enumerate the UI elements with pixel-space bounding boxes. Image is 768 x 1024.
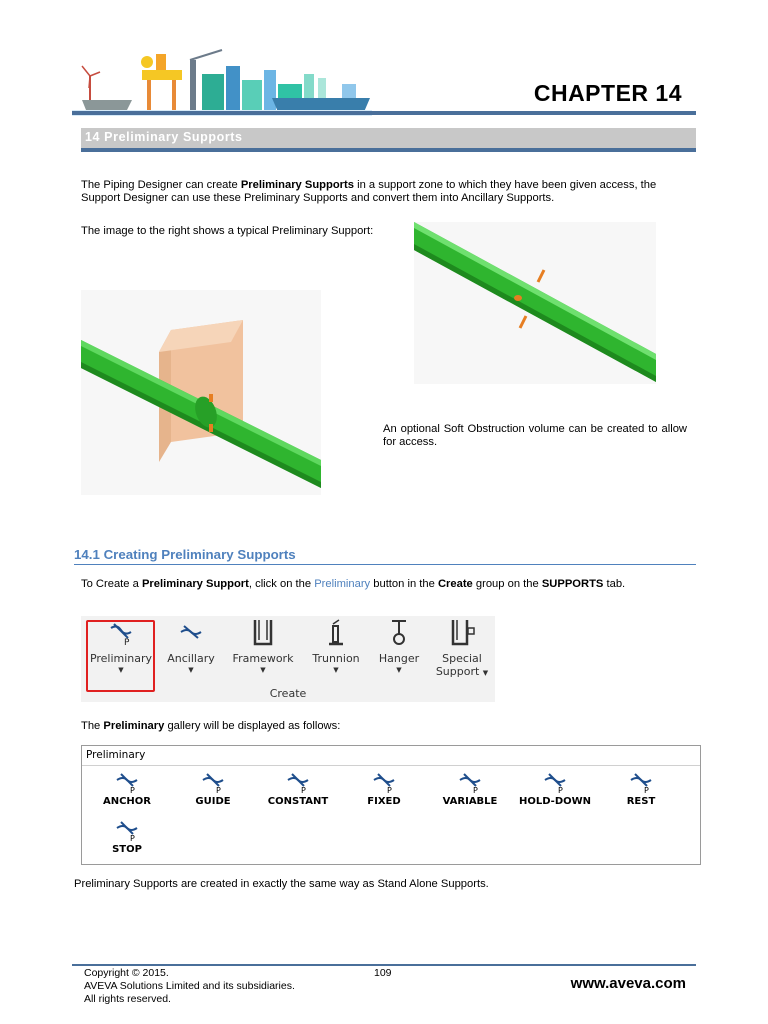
header-industrial-banner <box>72 40 372 116</box>
framework-icon <box>246 616 280 650</box>
preliminary-support-icon <box>104 616 138 650</box>
gallery-item-stop[interactable]: P STOP <box>87 820 167 855</box>
svg-text:P: P <box>130 834 135 842</box>
svg-text:P: P <box>387 786 392 794</box>
chevron-down-icon: ▼ <box>188 666 194 674</box>
svg-text:P: P <box>558 786 563 794</box>
hanger-icon <box>382 616 416 650</box>
gallery-item-rest[interactable]: P REST <box>601 772 681 807</box>
copyright: Copyright © 2015. AVEVA Solutions Limited and its subsidiaries. All rights reserved. <box>84 967 295 1005</box>
preliminary-button[interactable]: P Preliminary ▼ <box>89 616 153 686</box>
footer-rule <box>72 964 696 966</box>
gallery-item-variable[interactable]: P VARIABLE <box>430 772 510 807</box>
section-title-bar <box>81 128 696 152</box>
subsection-rule <box>74 564 696 565</box>
svg-text:P: P <box>130 786 135 794</box>
constant-support-icon <box>286 772 310 794</box>
create-instructions: To Create a Preliminary Support, click on the Preliminary button in the Create group on the SUPPORTS tab. <box>81 578 626 590</box>
svg-text:P: P <box>473 786 478 794</box>
framework-button[interactable]: Framework ▼ <box>229 616 297 686</box>
preliminary-support-image <box>81 290 321 495</box>
anchor-support-icon <box>115 772 139 794</box>
variable-support-icon <box>458 772 482 794</box>
ancillary-support-icon <box>174 616 208 650</box>
image-caption-left: The image to the right shows a typical Preliminary Support: <box>81 225 374 237</box>
ancillary-button[interactable]: Ancillary ▼ <box>159 616 223 686</box>
trunnion-icon <box>319 616 353 650</box>
preliminary-gallery <box>81 745 701 865</box>
support-closeup-image <box>414 222 656 384</box>
chevron-down-icon: ▼ <box>396 666 402 674</box>
svg-text:P: P <box>644 786 649 794</box>
stop-support-icon <box>115 820 139 842</box>
closing-paragraph: Preliminary Supports are created in exactly the same way as Stand Alone Supports. <box>74 878 489 890</box>
gallery-intro: The Preliminary gallery will be displayed as follows: <box>81 720 341 732</box>
gallery-item-guide[interactable]: P GUIDE <box>173 772 253 807</box>
svg-text:P: P <box>216 786 221 794</box>
gallery-divider <box>82 765 700 766</box>
website-link[interactable]: www.aveva.com <box>570 975 686 992</box>
rest-support-icon <box>629 772 653 794</box>
section-title: 14 Preliminary Supports <box>85 130 243 144</box>
gallery-item-constant[interactable]: P CONSTANT <box>258 772 338 807</box>
special-support-button[interactable]: Special Support ▼ <box>431 616 493 686</box>
ribbon-group-label: Create <box>269 687 307 700</box>
trunnion-button[interactable]: Trunnion ▼ <box>303 616 369 686</box>
header-rule <box>72 111 696 115</box>
gallery-item-anchor[interactable]: P ANCHOR <box>87 772 167 807</box>
chevron-down-icon: ▼ <box>482 669 489 677</box>
svg-text:P: P <box>301 786 306 794</box>
special-support-icon <box>445 616 479 650</box>
page-number: 109 <box>374 967 392 979</box>
fixed-support-icon <box>372 772 396 794</box>
svg-text:P: P <box>124 638 130 646</box>
chevron-down-icon: ▼ <box>260 666 266 674</box>
chevron-down-icon: ▼ <box>118 666 124 674</box>
chevron-down-icon: ▼ <box>333 666 339 674</box>
gallery-item-hold-down[interactable]: P HOLD-DOWN <box>515 772 595 807</box>
hold-down-support-icon <box>543 772 567 794</box>
chapter-title: CHAPTER 14 <box>533 80 682 106</box>
subsection-title: 14.1 Creating Preliminary Supports <box>74 547 296 562</box>
guide-support-icon <box>201 772 225 794</box>
soft-obstruction-text: An optional Soft Obstruction volume can be created to allow for access. <box>383 423 687 448</box>
ribbon-create-group <box>81 616 495 702</box>
gallery-title: Preliminary <box>86 749 146 761</box>
intro-paragraph: The Piping Designer can create Preliminary Supports in a support zone to which they have been given access, the Support Designer can use these Preliminary Supports and convert them into Ancillary Supports. <box>81 179 657 204</box>
hanger-button[interactable]: Hanger ▼ <box>367 616 431 686</box>
gallery-item-fixed[interactable]: P FIXED <box>344 772 424 807</box>
